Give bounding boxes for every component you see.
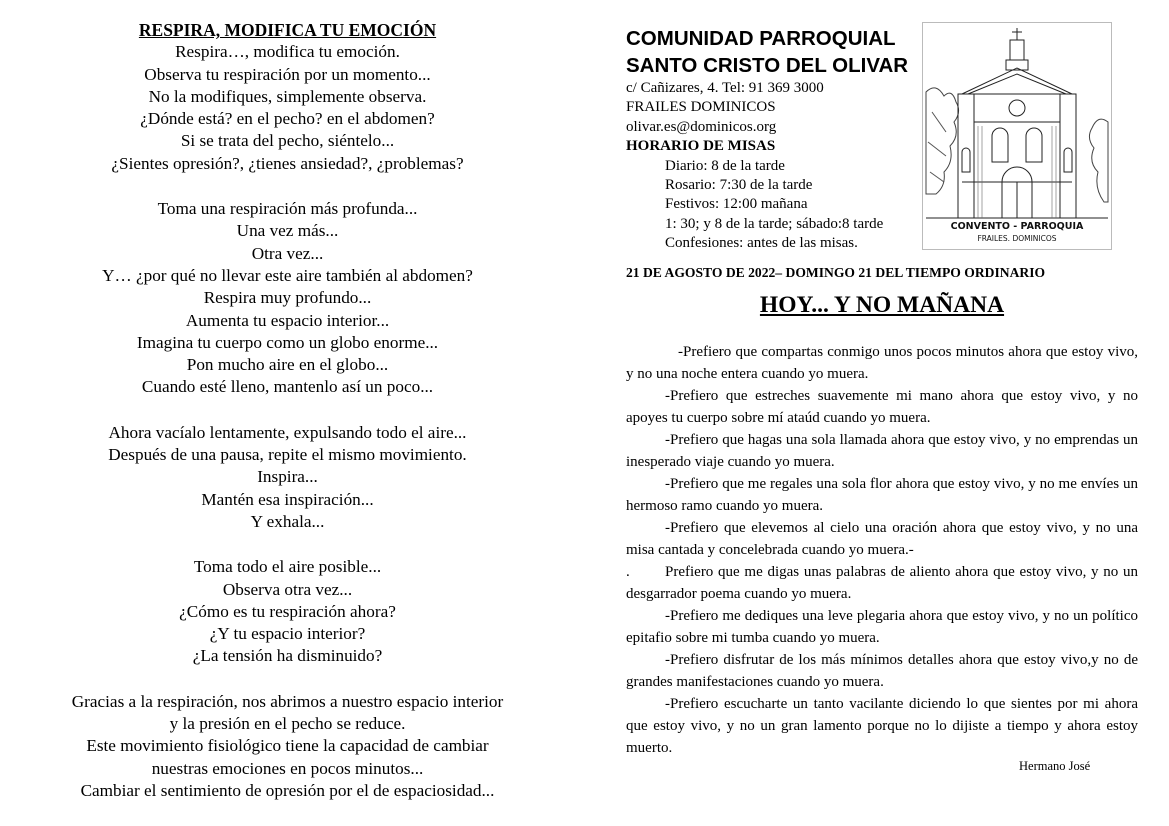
verse-line: Respira…, modifica tu emoción. [175,42,400,62]
parish-name-line-1: COMUNIDAD PARROQUIAL [626,27,896,50]
verse-line: Observa otra vez... [222,579,353,599]
verse-line: Mantén esa inspiración... [201,489,374,509]
verse-line: nuestras emociones en pocos minutos... [151,758,424,778]
verse-line: Después de una pausa, repite el mismo movimiento. [108,445,467,465]
verse-line: Aumenta tu espacio interior... [185,310,390,330]
article-paragraph [626,561,1138,605]
verse-line: Inspira... [257,467,318,487]
article-paragraph: -Prefiero me dediques una leve plegaria ahora que estoy vivo, y no un político epitafio sobre mi tumba cuando yo muera. [626,608,1138,646]
date-line: 21 DE AGOSTO DE 2022– DOMINGO 21 DEL TIEMPO ORDINARIO [626,265,1046,280]
article-paragraph: -Prefiero que elevemos al cielo una oración ahora que estoy vivo, y no una misa cantada y concelebrada cuando yo muera.- [626,520,1138,558]
verse-line: Imagina tu cuerpo como un globo enorme... [136,332,439,352]
article-body [626,341,1138,759]
verse-line: y la presión en el pecho se reduce. [169,714,406,734]
mass-line: Rosario: 7:30 de la tarde [665,177,813,194]
verse-line: Y… ¿por qué no llevar este aire también al abdomen? [102,265,473,285]
stanza-5 [30,691,545,802]
church-drawing [922,22,1112,250]
article-paragraph: -Prefiero que me regales una sola flor ahora que estoy vivo, y no me envíes un hermoso ramo cuando yo muera. [626,476,1138,514]
verse-line: Otra vez... [251,243,324,263]
verse-line: Respira muy profundo... [203,288,372,308]
verse-line: Y exhala... [250,511,325,531]
verse-line: Observa tu respiración por un momento... [144,64,431,84]
drawing-caption-2: FRAILES. DOMINICOS [977,234,1057,243]
meditation-column [30,19,545,802]
verse-line: Una vez más... [236,221,339,241]
parish-name-line-2: SANTO CRISTO DEL OLIVAR [626,54,909,77]
verse-line: Este movimiento fisiológico tiene la capacidad de cambiar [86,736,489,756]
verse-line: ¿Y tu espacio interior? [209,624,366,644]
order-name: FRAILES DOMINICOS [626,99,776,116]
lead-dot: . [626,564,630,580]
mass-schedule-title: HORARIO DE MISAS [626,138,776,155]
verse-line: Toma todo el aire posible... [193,557,382,577]
verse-line: ¿La tensión ha disminuido? [192,646,383,666]
mass-line: Festivos: 12:00 mañana [665,196,808,213]
address: c/ Cañizares, 4. Tel: 91 369 3000 [626,80,824,96]
stanza-1 [30,41,545,175]
mass-line: Diario: 8 de la tarde [665,157,785,174]
verse-line: Pon mucho aire en el globo... [186,355,389,375]
signature: Hermano José [1019,759,1091,773]
verse-line: Cuando esté lleno, mantenlo así un poco... [141,377,434,397]
verse-line: Si se trata del pecho, siéntelo... [180,131,395,151]
verse-line: ¿Cómo es tu respiración ahora? [179,601,396,621]
verse-line: Gracias a la respiración, nos abrimos a nuestro espacio interior [71,691,504,711]
meditation-title: RESPIRA, MODIFICA TU EMOCIÓN [138,20,437,40]
article-title: HOY... Y NO MAÑANA [759,292,1005,318]
mass-line: Confesiones: antes de las misas. [665,235,858,252]
email[interactable]: olivar.es@dominicos.org [626,118,777,135]
stanza-4 [30,556,545,667]
article-paragraph: -Prefiero que compartas conmigo unos pocos minutos ahora que estoy vivo, y no una noche entera cuando yo muera. [626,344,1138,382]
article-paragraph: -Prefiero que hagas una sola llamada ahora que estoy vivo, y no emprendas un inesperado viaje cuando yo muera. [626,432,1138,470]
verse-line: No la modifiques, simplemente observa. [148,86,427,106]
verse-line: ¿Dónde está? en el pecho? en el abdomen? [140,109,435,129]
article-paragraph-text: Prefiero que me digas unas palabras de aliento ahora que estoy vivo, y no un desgarrador poema cuando yo muera. [626,564,1138,602]
article-paragraph: -Prefiero escucharte un tanto vacilante diciendo lo que sientes por mi ahora que estoy vivo, y no un gran lamento porque no lo dijiste a tiempo y ahora estoy muerto. [626,696,1138,756]
drawing-caption-1: CONVENTO - PARROQUIA [950,221,1084,232]
article-paragraph: -Prefiero que estreches suavemente mi mano ahora que estoy vivo, y no apoyes tu cuerpo sobre mí ataúd cuando yo muera. [626,388,1138,426]
verse-line: Toma una respiración más profunda... [157,199,418,219]
stanza-2 [30,198,545,399]
mass-line: 1: 30; y 8 de la tarde; sábado:8 tarde [665,215,884,232]
stanza-3 [30,422,545,533]
article-paragraph: -Prefiero disfrutar de los más mínimos detalles ahora que estoy vivo,y no de grandes manifestaciones cuando yo muera. [626,652,1138,690]
verse-line: Cambiar el sentimiento de opresión por el de espaciosidad... [80,780,495,800]
verse-line: Ahora vacíalo lentamente, expulsando todo el aire... [108,422,467,442]
verse-line: ¿Sientes opresión?, ¿tienes ansiedad?, ¿problemas? [111,153,464,173]
